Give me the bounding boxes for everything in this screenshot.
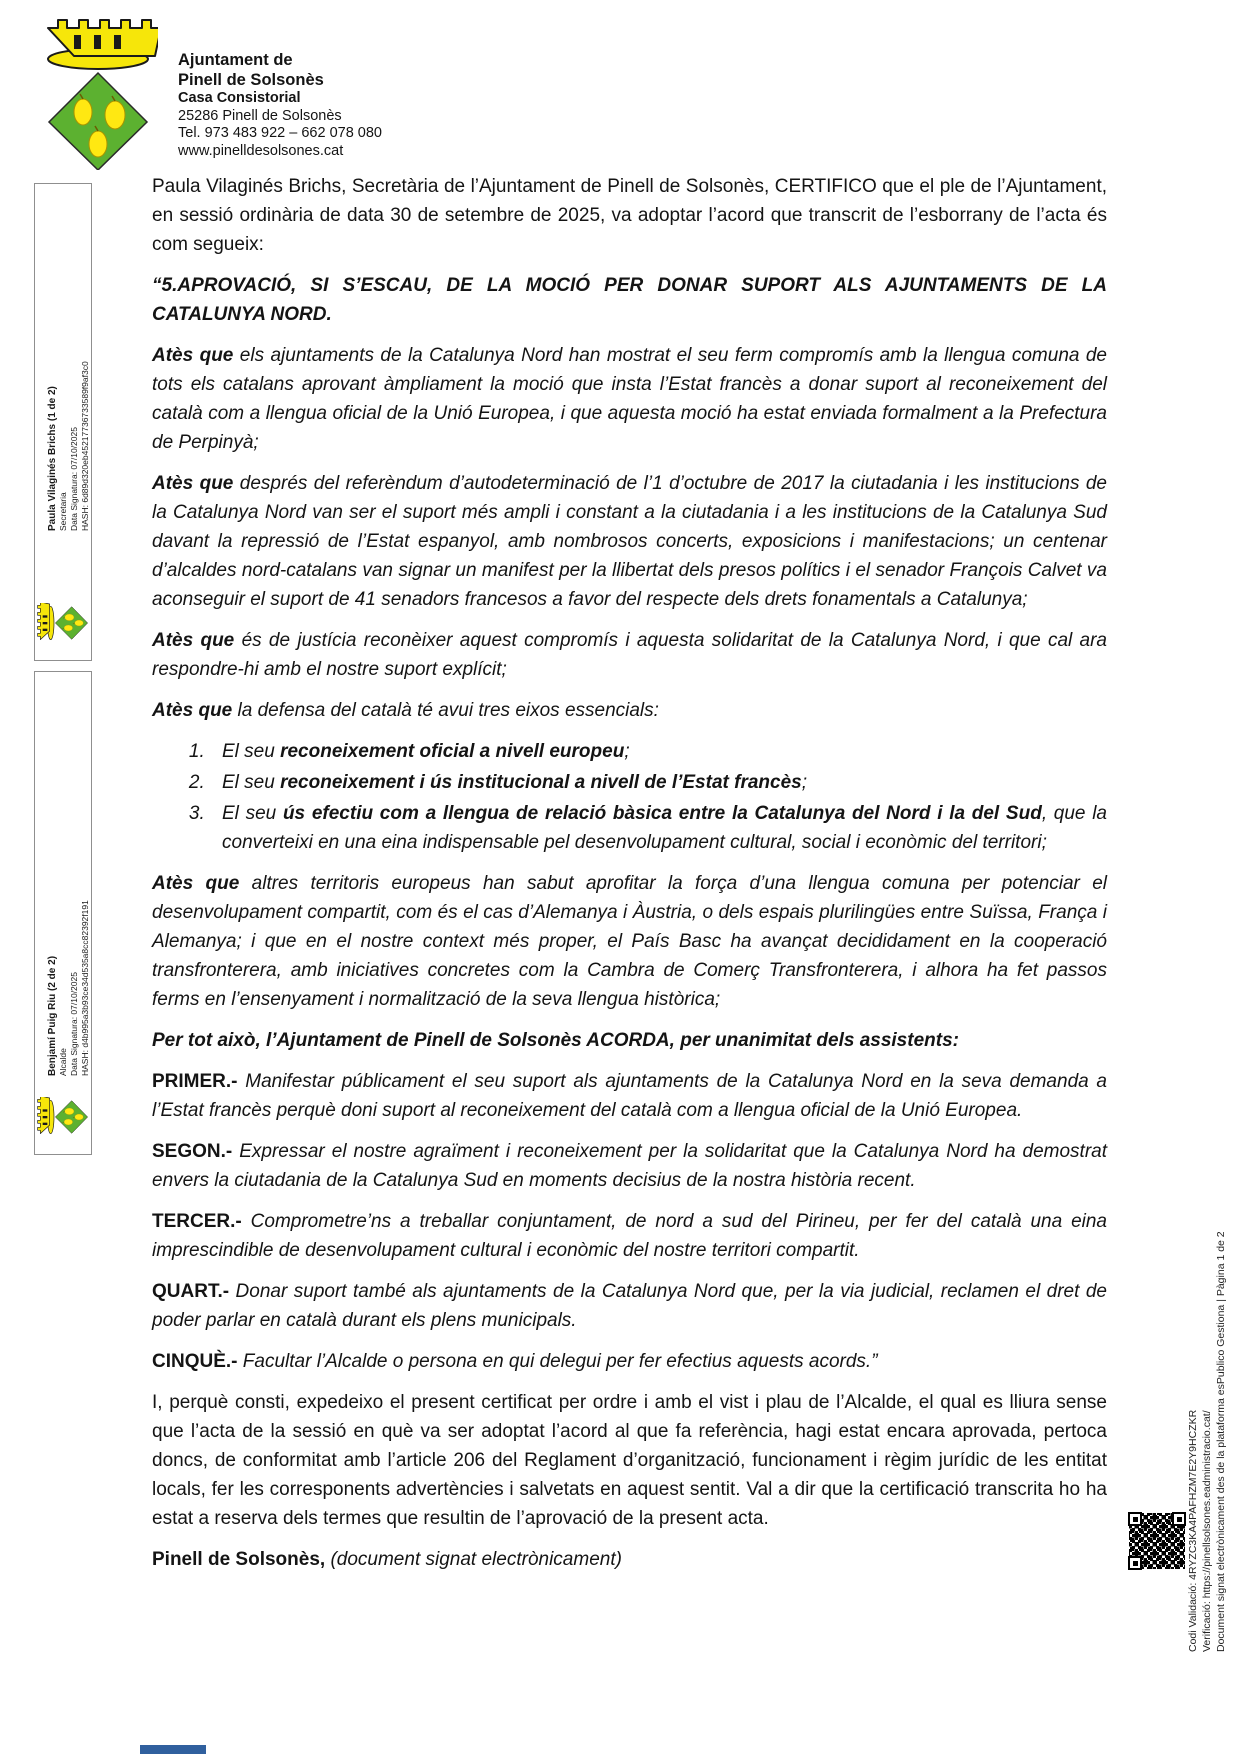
whereas-paragraph-3: Atès que és de justícia reconèixer aquest compromís i aquesta solidaritat de la Catalunya Nord, i que cal ara respondre-hi amb el nostre suport explícit; [152,630,1108,680]
org-address: 25286 Pinell de Solsonès [178,107,342,124]
agreement-cinque: CINQUÈ.- Facultar l’Alcalde o persona en qui delegui per fer efectius aquests acords.” [152,1351,878,1372]
signoff-place: Pinell de Solsonès, [152,1549,326,1570]
signoff-line [152,1545,1107,1574]
agreement-tercer: TERCER.- Comprometre’ns a treballar conjuntament, de nord a sud del Pirineu, per fer del català una eina imprescindible de desenvolupament cultural i econòmic del nostre territori compartit. [152,1211,1107,1261]
org-name-line2: Pinell de Solsonès [178,71,324,89]
whereas-paragraph-2: Atès que després del referèndum d’autodeterminació de l’1 d’octubre de 2017 la ciutadania i les institucions de la Catalunya Nord van ser el suport més ampli i constant a la ciutadania i a les institucions de la Catalunya Sud davant la repressió de l’Estat espanyol, amb nombrosos concerts, exposicions i manifestacions; un centenar d’alcaldes nord-catalans van signar un manifest per la llibertat dels presos polítics i el senador François Calvet va aconseguir el suport de 41 senadors francesos a favor del respecte dels drets fonamentals a Catalunya; [152,473,1107,610]
whereas-lead: Atès que [152,473,234,494]
signature-date: Data Signatura: 07/10/2025 [69,427,79,531]
agreement-quart: QUART.- Donar suport també als ajuntaments de la Catalunya Nord que, per la via judicial, reclamen el dret de poder parlar en català durant els plens municipals. [152,1281,1107,1331]
agreement-primer: PRIMER.- Manifestar públicament el seu suport als ajuntaments de la Catalunya Nord en la seva demanda a l’Estat francès perquè doni suport al reconeixement del català com a llengua oficial de la Unió Europea. [152,1071,1108,1121]
org-website: www.pinelldesolsones.cat [178,142,344,159]
footer-strip [140,1745,206,1754]
signature-hash: HASH: d4b995a3b93ce34d535a8cc82392f191 [80,900,90,1076]
platform-note: Document signat electrònicament des de la plataforma esPublico Gestiona | Pàgina 1 de 2 [1215,1231,1227,1652]
validation-code: Codi Validació: 4RYZC3KA4PAFHZM7E2Y9HCZKR [1187,1409,1199,1652]
signature-stamp-mayor [34,671,92,1155]
resolution-intro: Per tot això, l’Ajuntament de Pinell de Solsonès ACORDA, per unanimitat dels assistents: [152,1030,959,1051]
whereas-lead: Atès que [152,700,233,721]
signer-role: Alcalde [58,1048,68,1076]
signer-role: Secretaria [58,492,68,531]
signature-stamp-text [47,201,91,531]
qr-code [1128,1512,1186,1570]
coat-of-arms-mini-icon [34,1097,88,1137]
agreement-label: TERCER.- [152,1211,242,1232]
agreement-label: QUART.- [152,1281,230,1302]
coat-of-arms-logo [38,10,158,170]
agreement-segon: SEGON.- Expressar el nostre agraïment i reconeixement per la solidaritat que la Catalunya Nord ha demostrat envers la ciutadania de la Catalunya Sud en moments decisius de la nostra història recent. [152,1141,1108,1191]
list-item: 1. El seu reconeixement oficial a nivell europeu; [210,737,1107,766]
qr-finder-icon [1172,1512,1186,1526]
verification-url: Verificació: https://pinellsolsones.eadministracio.cat/ [1201,1410,1213,1652]
org-phone: Tel. 973 483 922 – 662 078 080 [178,125,382,141]
qr-finder-icon [1128,1556,1142,1570]
whereas-lead: Atès que [152,345,234,366]
qr-finder-icon [1128,1512,1142,1526]
signature-stamp-secretary [34,183,92,661]
certification-intro: Paula Vilaginés Brichs, Secretària de l’Ajuntament de Pinell de Solsonès, CERTIFICO que el ple de l’Ajuntament, en sessió ordinària de data 30 de setembre de 2025, va adoptar l’acord que transcrit de l’esborrany de l’acta és com segueix: [152,176,1107,255]
essential-axes-list [210,737,1107,857]
motion-title: “5.APROVACIÓ, SI S’ESCAU, DE LA MOCIÓ PER DONAR SUPORT ALS AJUNTAMENTS DE LA CATALUNYA NORD. [152,275,1107,325]
signoff-note: (document signat electrònicament) [330,1549,622,1570]
agreement-label: CINQUÈ.- [152,1351,238,1372]
org-name-line1: Ajuntament de [178,51,293,69]
agreement-label: SEGON.- [152,1141,233,1162]
validation-sidebar [1186,1090,1228,1652]
whereas-paragraph-5: Atès que altres territoris europeus han sabut aprofitar la força d’una llengua comuna per potenciar el desenvolupament compartit, com és el cas d’Alemanya i Àustria, o dels espais plurilingües entre Suïssa, França i Alemanya; i que en el nostre context més proper, el País Basc ha avançat decididament en la cooperació transfronterera, amb iniciatives concretes com la Cambra de Comerç Transfronterera, i alhora ha fet passos ferms en l’ensenyament i normalització de la seva llengua històrica; [152,873,1108,1010]
signature-hash: HASH: 6d89d320eb45217736733589f9af3c0 [80,361,90,531]
signer-name: Paula Vilaginés Brichs (1 de 2) [47,386,58,531]
coat-of-arms-mini-icon [34,603,88,643]
whereas-paragraph-4: Atès que la defensa del català té avui tres eixos essencials: [152,700,659,721]
agreement-label: PRIMER.- [152,1071,238,1092]
list-item: 3. El seu ús efectiu com a llengua de relació bàsica entre la Catalunya del Nord i la del Sud, que la converteixi en una eina indispensable pel desenvolupament cultural, social i econòmic del territori; [210,799,1107,857]
letterhead [178,50,382,160]
signature-stamp-text [47,746,91,1076]
signature-date: Data Signatura: 07/10/2025 [69,972,79,1076]
whereas-paragraph-1: Atès que els ajuntaments de la Catalunya Nord han mostrat el seu ferm compromís amb la llengua comuna de tots els catalans aprovant àmpliament la moció que insta l’Estat francès a donar suport al reconeixement del català com a llengua oficial de la Unió Europea, i que aquesta moció ha estat enviada formalment a la Prefectura de Perpinyà; [152,345,1107,453]
whereas-lead: Atès que [152,630,235,651]
org-building: Casa Consistorial [178,90,301,106]
certificate-body [152,172,1107,1586]
list-item: 2. El seu reconeixement i ús institucional a nivell de l’Estat francès; [210,768,1107,797]
closing-paragraph: I, perquè consti, expedeixo el present certificat per ordre i amb el vist i plau de l’Alcalde, el qual es lliura sense que l’acta de la sessió en què va ser adoptat l’acord al que fa referència, hagi estat encara aprovada, pertoca doncs, de conformitat amb l’article 206 del Reglament d’organització, funcionament i règim jurídic de les entitat locals, fer les corresponents advertències i salvetats en aquest sentit. Val a dir que la certificació transcrita ho ha estat a reserva dels termes que resultin de l’aprovació de la present acta. [152,1392,1107,1529]
signer-name: Benjamí Puig Riu (2 de 2) [47,955,58,1076]
whereas-lead: Atès que [152,873,240,894]
